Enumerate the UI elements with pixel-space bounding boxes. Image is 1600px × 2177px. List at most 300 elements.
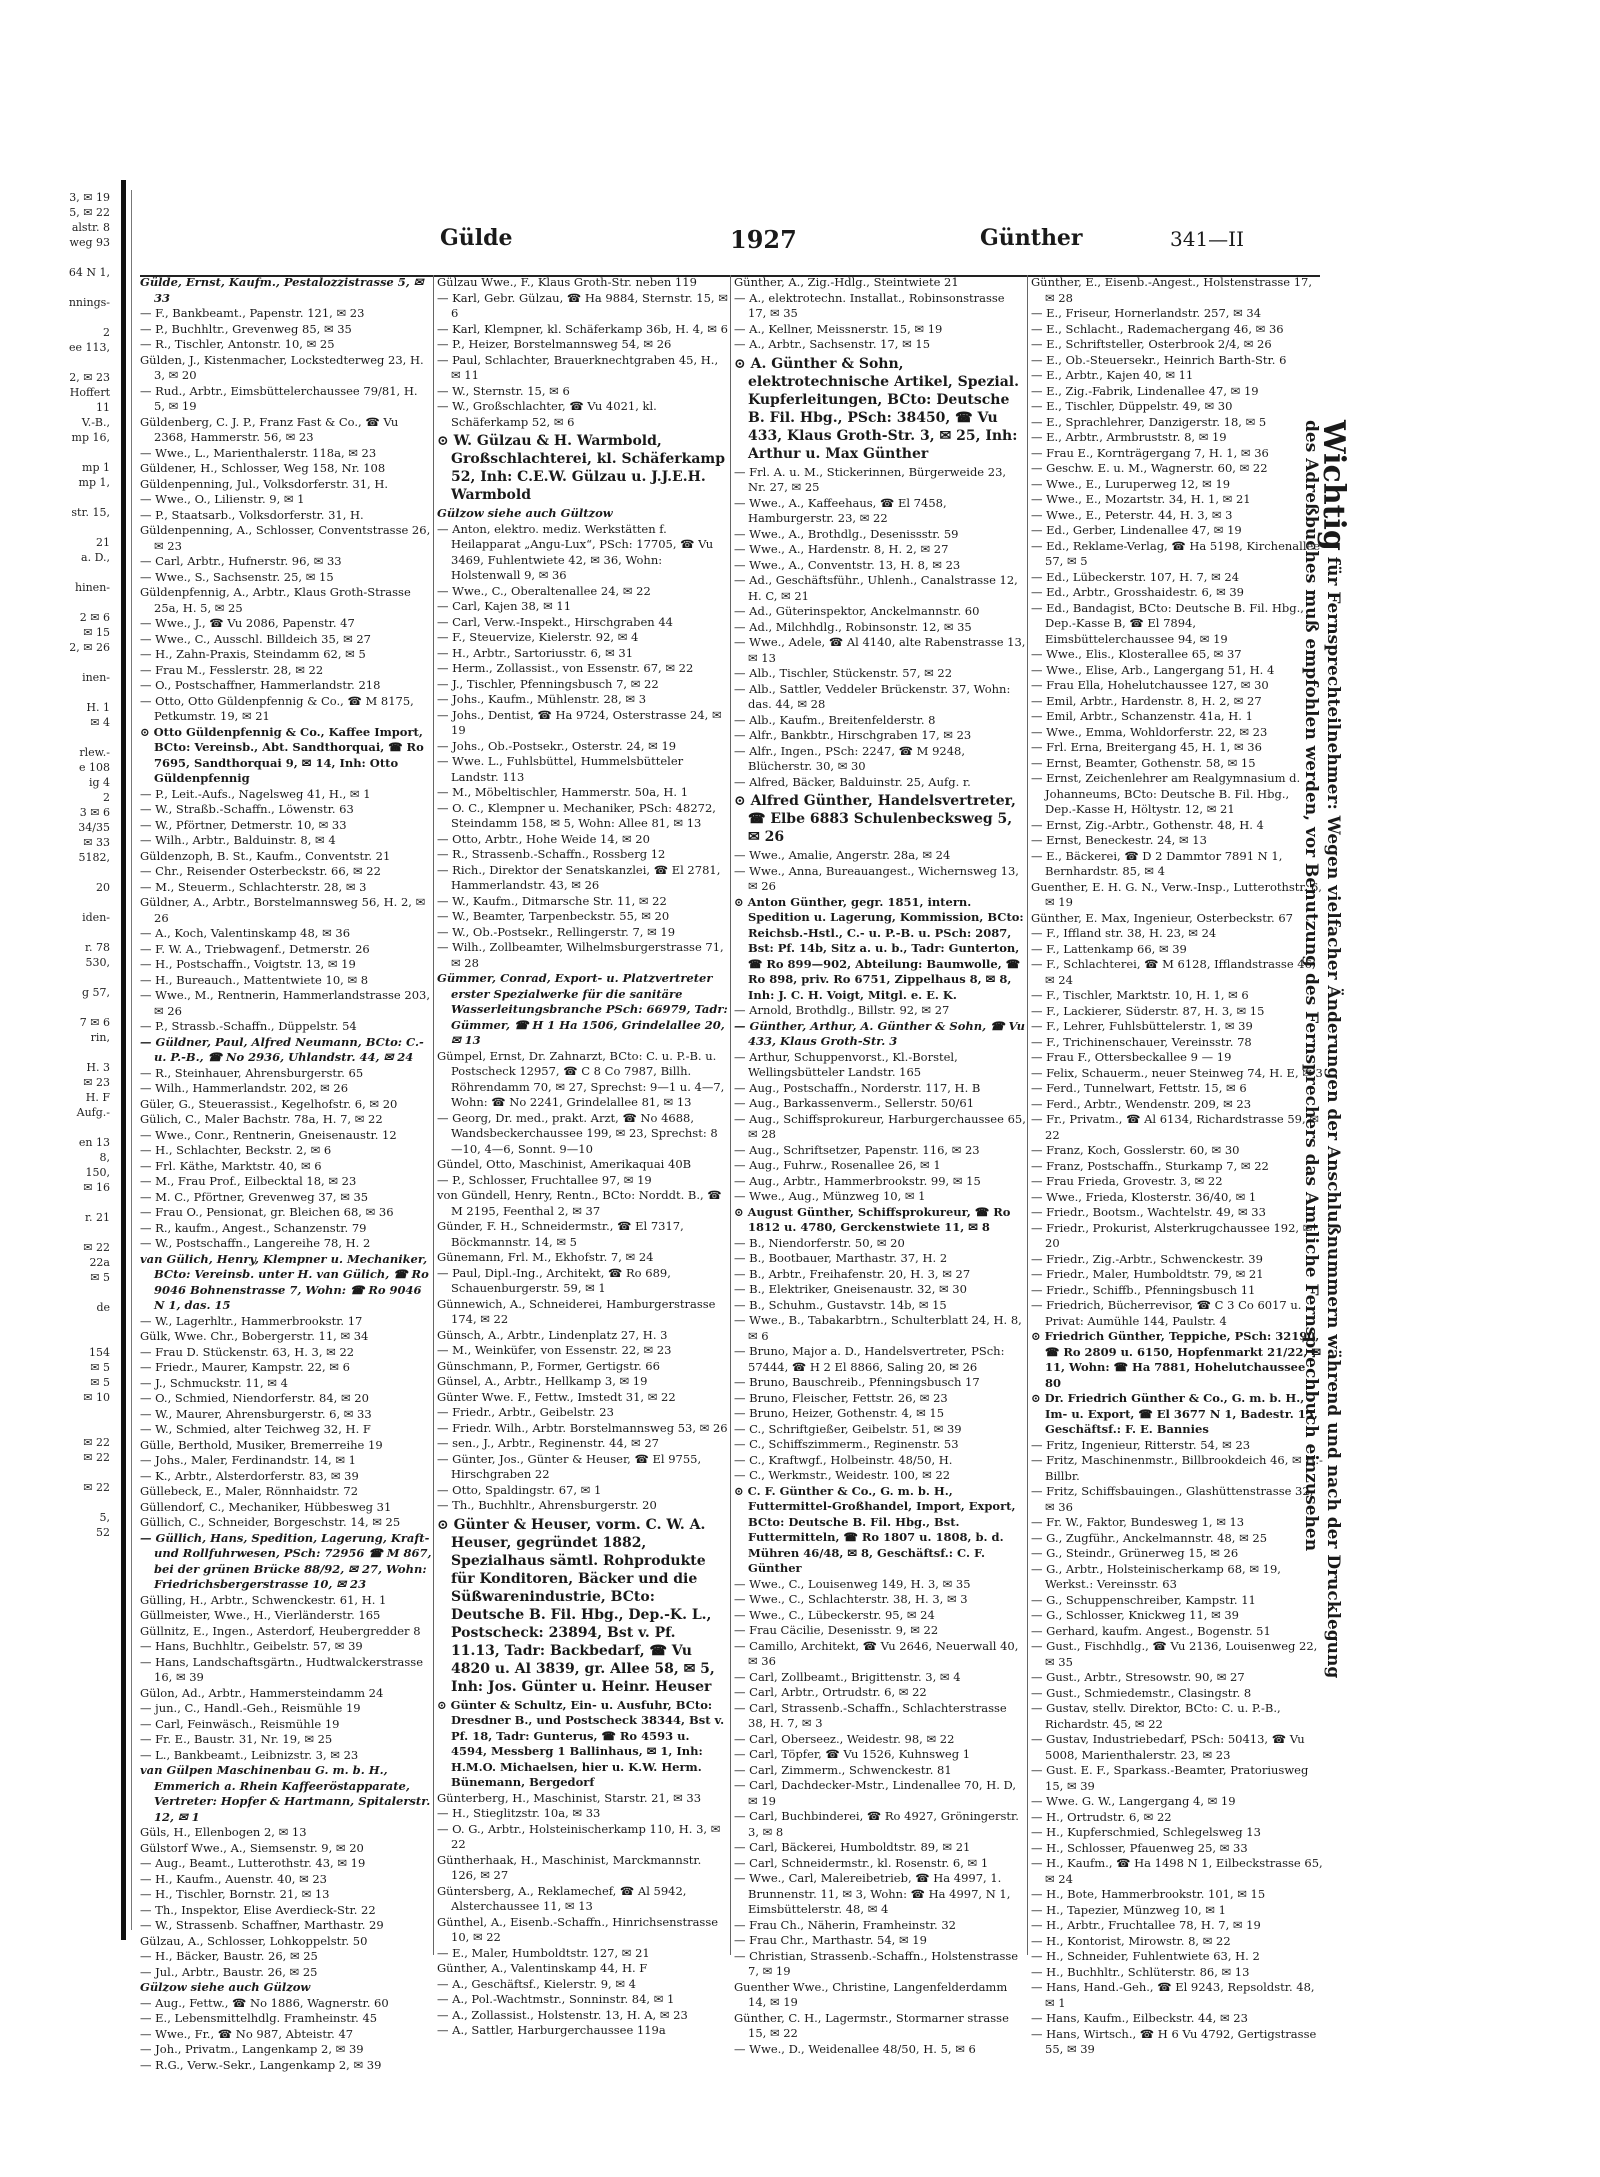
directory-entry: — Fritz, Ingenieur, Ritterstr. 54, ✉ 23	[1031, 1437, 1251, 1452]
left-strip-fragment	[0, 250, 118, 265]
directory-entry: — Alb., Tischler, Stückenstr. 57, ✉ 22	[734, 666, 953, 680]
directory-entry: Gülling, H., Arbtr., Schwenckestr. 61, H. 1	[140, 1592, 387, 1607]
directory-entry: — R., Steinhauer, Ahrensburgerstr. 65	[140, 1065, 364, 1080]
directory-entry: — R., kaufm., Angest., Schanzenstr. 79	[140, 1220, 367, 1235]
directory-entry: — R., Strassenb.-Schaffn., Rossberg 12	[437, 847, 666, 861]
directory-entry: — M., Frau Prof., Eilbecktal 18, ✉ 23	[140, 1174, 357, 1188]
header-last-name: Günther	[980, 225, 1083, 251]
directory-entry: — H., Kaufm., ☎ Ha 1498 N 1, Eilbeckstrasse 65, ✉ 24	[1031, 1856, 1323, 1886]
directory-entry: — Karl, Klempner, kl. Schäferkamp 36b, H. 4, ✉ 6	[437, 321, 728, 336]
directory-entry: — R.G., Verw.-Sekr., Langenkamp 2, ✉ 39	[140, 2057, 382, 2072]
left-strip-fragment: nnings-	[68, 296, 110, 309]
directory-entry: Güldenberg, C. J. P., Franz Fast & Co., ☎ Vu 2368, Hammerstr. 56, ✉ 23	[140, 414, 399, 444]
directory-entry: — Frau Ch., Näherin, Framheinstr. 32	[734, 1917, 956, 1932]
directory-entry: — Wwe., E., Luruperweg 12, ✉ 19	[1031, 476, 1231, 491]
directory-entry: — A., Pol.-Wachtmstr., Sonninstr. 84, ✉ 1	[437, 1992, 675, 2006]
directory-entry: — Wilh., Zollbeamter, Wilhelmsburgerstrasse 71, ✉ 28	[437, 940, 724, 970]
left-strip-fragment: inen-	[82, 671, 110, 684]
directory-entry: — P., Buchhltr., Grevenweg 85, ✉ 35	[140, 321, 352, 336]
directory-entry: van Gülpen Maschinenbau G. m. b. H., Emmerich a. Rhein Kaffeeröstapparate, Vertreter: Hopfer & Hartmann, Spitalerstr. 12, ✉ 1	[140, 1763, 431, 1824]
directory-entry: — H., Kontorist, Mirowstr. 8, ✉ 22	[1031, 1933, 1231, 1948]
directory-entry: ⊙ Alfred Günther, Handelsvertreter, ☎ Elbe 6883 Schulenbecksweg 5, ✉ 26	[734, 793, 1016, 845]
directory-entry: — H., Kupferschmied, Schlegelsweg 13	[1031, 1825, 1261, 1839]
directory-entry: — W., Großschlachter, ☎ Vu 4021, kl. Schäferkamp 52, ✉ 6	[437, 399, 657, 429]
directory-entry: — Rud., Arbtr., Eimsbüttelerchaussee 79/81, H. 5, ✉ 19	[140, 383, 418, 413]
directory-entry: — Joh., Privatm., Langenkamp 2, ✉ 39	[140, 2042, 364, 2056]
left-strip-fragment: iden-	[82, 911, 110, 924]
directory-entry: — Hans, Hand.-Geh., ☎ El 9243, Repsoldstr. 48, ✉ 1	[1031, 1980, 1315, 2010]
left-strip-fragment	[0, 655, 118, 670]
directory-entry: — H., Schlosser, Pfauenweg 25, ✉ 33	[1031, 1840, 1248, 1855]
left-strip-fragment: 2, ✉ 26	[69, 641, 110, 654]
directory-entry: Günther, C. H., Lagermstr., Stormarner strasse 15, ✉ 22	[734, 2010, 1009, 2040]
directory-entry: — Alb., Kaufm., Breitenfelderstr. 8	[734, 712, 936, 727]
directory-entry: ⊙ August Günther, Schiffsprokureur, ☎ Ro 1812 u. 4780, Gerckenstwiete 11, ✉ 8	[734, 1204, 1011, 1234]
directory-entry: ⊙ C. F. Günther & Co., G. m. b. H., Futtermittel-Großhandel, Import, Export, BCto: Deutsche B. Fil. Hbg., Bst. Futtermitteln, ☎ Ro 1807 u. 1808, b. d. Mühren 46/48, ✉ 8, Geschäftsf.: C. F. Günther	[734, 1483, 1016, 1575]
directory-entry: — E., Maler, Humboldtstr. 127, ✉ 21	[437, 1945, 650, 1960]
directory-entry: — Frl. A. u. M., Stickerinnen, Bürgerweide 23, Nr. 27, ✉ 25	[734, 464, 1007, 494]
directory-entry: — G., Schuppenschreiber, Kampstr. 11	[1031, 1592, 1256, 1607]
left-strip-fragment: ee 113,	[68, 341, 110, 354]
left-strip-fragment: g 57,	[81, 986, 110, 999]
directory-entry: — F., Lattenkamp 66, ✉ 39	[1031, 941, 1187, 956]
directory-entry: — M. C., Pförtner, Grevenweg 37, ✉ 35	[140, 1189, 369, 1204]
left-strip-fragment	[0, 1045, 118, 1060]
left-strip-fragment	[0, 1315, 118, 1330]
left-strip-fragment: ✉ 5	[90, 1271, 110, 1284]
directory-entry: — M., Möbeltischler, Hammerstr. 50a, H. 1	[437, 785, 689, 799]
directory-entry: — G., Zugführ., Anckelmannstr. 48, ✉ 25	[1031, 1530, 1268, 1545]
left-strip-fragment: e 108	[78, 761, 110, 774]
directory-entry: — Karl, Gebr. Gülzau, ☎ Ha 9884, Sternstr. 15, ✉ 6	[437, 290, 728, 320]
directory-entry: — Ad., Güterinspektor, Anckelmannstr. 60	[734, 604, 980, 618]
directory-entry: — Gustav, Industriebedarf, PSch: 50413, ☎ Vu 5008, Marienthalerstr. 23, ✉ 23	[1031, 1732, 1305, 1762]
left-strip-fragment	[0, 1495, 118, 1510]
directory-entry: — Ed., Lübeckerstr. 107, H. 7, ✉ 24	[1031, 569, 1240, 584]
left-page-strip	[0, 190, 118, 1890]
directory-entry: — Güllich, Hans, Spedition, Lagerung, Kraft- und Rollfuhrwesen, PSch: 72956 ☎ M 867, bei der grünen Brücke 88/92, ✉ 27, Wohn: Friedrichsbergerstrasse 10, ✉ 23	[140, 1530, 432, 1591]
left-strip-fragment	[0, 1000, 118, 1015]
directory-entry: Güllnitz, E., Ingen., Asterdorf, Heubergredder 8	[140, 1623, 421, 1638]
directory-entry: — Georg, Dr. med., prakt. Arzt, ☎ No 4688, Wandsbeckerchaussee 199, ✉ 23, Sprechst: 8—10, 4—6, Sonnt. 9—10	[437, 1110, 718, 1156]
directory-entry: — F., Tischler, Marktstr. 10, H. 1, ✉ 6	[1031, 988, 1249, 1002]
left-strip-fragment: 20	[96, 881, 110, 894]
left-strip-fragment: 22a	[89, 1256, 110, 1269]
directory-entry: Gülzow siehe auch Gülzow	[140, 1980, 311, 1994]
directory-entry: — Gust., Arbtr., Stresowstr. 90, ✉ 27	[1031, 1670, 1245, 1684]
column-divider	[730, 275, 731, 1955]
directory-entry: — L., Bankbeamt., Leibnizstr. 3, ✉ 23	[140, 1747, 359, 1762]
left-strip-fragment	[0, 490, 118, 505]
directory-entry: — Alfr., Ingen., PSch: 2247, ☎ M 9248, Blücherstr. 30, ✉ 30	[734, 743, 965, 773]
directory-entry: Gülon, Ad., Arbtr., Hammersteindamm 24	[140, 1685, 384, 1700]
directory-entry: — C., Werkmstr., Weidestr. 100, ✉ 22	[734, 1468, 951, 1482]
directory-entry: ⊙ W. Gülzau & H. Warmbold, Großschlachterei, kl. Schäferkamp 52, Inh: C.E.W. Gülzau u. J.J.E.H. Warmbold	[437, 433, 726, 503]
directory-entry: Güldenzoph, B. St., Kaufm., Conventstr. 21	[140, 848, 391, 863]
directory-entry: — O., Postschaffner, Hammerlandstr. 218	[140, 678, 381, 692]
directory-entry: Gümmer, Conrad, Export- u. Platzvertreter erster Spezialwerke für die sanitäre Wasserleitungsbranche PSch: 66979, Tadr: Gümmer, ☎ H 1 Ha 1506, Grindelallee 20, ✉ 13	[437, 971, 728, 1047]
directory-entry: Güldner, A., Arbtr., Borstelmannsweg 56, H. 2, ✉ 26	[140, 895, 426, 925]
directory-entry: — W., Kaufm., Ditmarsche Str. 11, ✉ 22	[437, 893, 667, 908]
directory-entry: — Anton, elektro. mediz. Werkstätten f. Heilapparat „Angu-Lux“, PSch: 17705, ☎ Vu 3469, Fuhlentwiete 42, ✉ 36, Wohn: Holstenwall 9, ✉ 36	[437, 521, 714, 582]
directory-entry: — C., Kraftwgf., Holbeinstr. 48/50, H.	[734, 1452, 953, 1467]
left-strip-fragment: 5,	[99, 1511, 110, 1524]
directory-entry: Günterberg, H., Maschinist, Starstr. 21, ✉ 33	[437, 1790, 702, 1805]
directory-entry: — Aug., Barkassenverm., Sellerstr. 50/61	[734, 1096, 975, 1110]
directory-entry: — Wwe., A., Hardenstr. 8, H. 2, ✉ 27	[734, 542, 949, 556]
directory-entry: — Carl, Dachdecker-Mstr., Lindenallee 70, H. D, ✉ 19	[734, 1778, 1017, 1808]
directory-entry: — Ernst, Beneckestr. 24, ✉ 13	[1031, 833, 1207, 847]
directory-entry: Gündel, Otto, Maschinist, Amerikaquai 40B	[437, 1157, 692, 1171]
directory-entry: — Frau Chr., Marthastr. 54, ✉ 19	[734, 1933, 927, 1947]
left-strip-fragment: 8,	[99, 1151, 110, 1164]
directory-entry: Güldenpfennig, A., Arbtr., Klaus Groth-Strasse 25a, H. 5, ✉ 25	[140, 585, 411, 615]
directory-entry: — Friedr., Bootsm., Wachtelstr. 49, ✉ 33	[1031, 1205, 1266, 1219]
directory-entry: Güldener, H., Schlosser, Weg 158, Nr. 108	[140, 461, 386, 475]
directory-entry: Gülle, Berthold, Musiker, Bremerreihe 19	[140, 1437, 383, 1452]
directory-entry: — Arthur, Schuppenvorst., Kl.-Borstel, Wellingsbütteler Landstr. 165	[734, 1049, 958, 1079]
left-strip-fragment: H. F	[85, 1091, 110, 1104]
directory-entry: Güllich, C., Schneider, Borgeschstr. 14, ✉ 25	[140, 1515, 401, 1529]
directory-entry: — M., Weinküfer, von Essenstr. 22, ✉ 23	[437, 1343, 672, 1357]
directory-entry: — F. W. A., Triebwagenf., Detmerstr. 26	[140, 941, 370, 956]
left-strip-fragment	[0, 1330, 118, 1345]
left-strip-fragment: 3 ✉ 6	[79, 806, 110, 819]
directory-entry: — Johs., Dentist, ☎ Ha 9724, Osterstrasse 24, ✉ 19	[437, 707, 722, 737]
directory-entry: Gülich, C., Maler Bachstr. 78a, H. 7, ✉ 22	[140, 1112, 383, 1126]
directory-entry: — E., Friseur, Hornerlandstr. 257, ✉ 34	[1031, 306, 1262, 320]
header-year: 1927	[730, 225, 797, 254]
directory-entry: — Wwe., C., Louisenweg 149, H. 3, ✉ 35	[734, 1576, 971, 1591]
directory-entry: — Fr. W., Faktor, Bundesweg 1, ✉ 13	[1031, 1515, 1245, 1529]
directory-entry: — Wwe., Frieda, Klosterstr. 36/40, ✉ 1	[1031, 1189, 1257, 1204]
left-strip-fragment: ✉ 22	[83, 1451, 110, 1464]
directory-entry: — Gerhard, kaufm. Angest., Bogenstr. 51	[1031, 1623, 1271, 1638]
left-strip-fragment: H. 3	[86, 1061, 110, 1074]
directory-entry: — Wwe., E., Peterstr. 44, H. 3, ✉ 3	[1031, 507, 1233, 522]
directory-entry: — E., Bäckerei, ☎ D 2 Dammtor 7891 N 1, Bernhardstr. 85, ✉ 4	[1031, 848, 1283, 878]
directory-entry: — Alb., Sattler, Veddeler Brückenstr. 37, Wohn: das. 44, ✉ 28	[734, 681, 1011, 711]
directory-entry: — O. C., Klempner u. Mechaniker, PSch: 48272, Steindamm 158, ✉ 5, Wohn: Allee 81, ✉ 13	[437, 800, 716, 830]
left-strip-fragment: rin,	[90, 1031, 110, 1044]
left-strip-fragment: 2, ✉ 23	[69, 371, 110, 384]
directory-entry: — F., Iffland str. 38, H. 23, ✉ 24	[1031, 926, 1217, 940]
directory-entry: Gülzau, A., Schlosser, Lohkoppelstr. 50	[140, 1933, 368, 1948]
directory-entry: — C., Schriftgießer, Geibelstr. 51, ✉ 39	[734, 1421, 962, 1436]
directory-entry: — B., Arbtr., Freihafenstr. 20, H. 3, ✉ 27	[734, 1266, 971, 1281]
directory-entry: — Fr. E., Baustr. 31, Nr. 19, ✉ 25	[140, 1732, 333, 1746]
directory-entry: — B., Bootbauer, Marthastr. 37, H. 2	[734, 1251, 948, 1265]
directory-entry: — A., Sattler, Harburgerchaussee 119a	[437, 2023, 666, 2037]
directory-entry: — Herm., Zollassist., von Essenstr. 67, ✉ 22	[437, 661, 694, 675]
directory-entry: — M., Steuerm., Schlachterstr. 28, ✉ 3	[140, 879, 367, 894]
directory-entry: — H., Zahn-Praxis, Steindamm 62, ✉ 5	[140, 647, 366, 661]
directory-entry: — Paul, Dipl.-Ing., Architekt, ☎ Ro 689, Schauenburgerstr. 59, ✉ 1	[437, 1265, 671, 1295]
left-strip-fragment	[0, 520, 118, 535]
directory-entry: — Günther, Arthur, A. Günther & Sohn, ☎ Vu 433, Klaus Groth-Str. 3	[734, 1018, 1026, 1048]
left-strip-fragment: mp 1,	[78, 476, 110, 489]
side-notice-text	[1300, 420, 1351, 1679]
left-strip-fragment	[0, 1285, 118, 1300]
directory-entry: — Wwe., C., Oberaltenallee 24, ✉ 22	[437, 583, 651, 598]
directory-entry: — Hans, Landschaftsgärtn., Hudtwalckerstrasse 16, ✉ 39	[140, 1654, 424, 1684]
directory-entry: — Fritz, Schiffsbauingen., Glashüttenstrasse 32, ✉ 36	[1031, 1484, 1314, 1514]
left-strip-fragment: 2	[103, 326, 110, 339]
left-strip-fragment: Hoffert	[69, 386, 110, 399]
directory-entry: — Wwe., S., Sachsenstr. 25, ✉ 15	[140, 569, 334, 584]
directory-entry: — Geschw. E. u. M., Wagnerstr. 60, ✉ 22	[1031, 461, 1268, 475]
left-strip-fragment: 64 N 1,	[68, 266, 110, 279]
directory-entry: — Wwe. L., Fuhlsbüttel, Hummelsbütteler Landstr. 113	[437, 754, 684, 784]
page-gutter-rule	[131, 190, 132, 1930]
page-gutter	[121, 180, 126, 1940]
directory-entry: — P., Staatsarb., Volksdorferstr. 31, H.	[140, 507, 364, 522]
directory-entry: — P., Leit.-Aufs., Nagelsweg 41, H., ✉ 1	[140, 786, 371, 801]
left-strip-fragment: ✉ 22	[83, 1481, 110, 1494]
directory-entry: — W., Beamter, Tarpenbeckstr. 55, ✉ 20	[437, 909, 670, 923]
directory-entry: — Wwe., O., Lilienstr. 9, ✉ 1	[140, 492, 305, 506]
column-divider	[433, 275, 434, 1955]
column-1	[140, 275, 432, 2072]
directory-entry: Günther, A., Valentinskamp 44, H. F	[437, 1961, 648, 1975]
directory-entry: Günther, E., Eisenb.-Angest., Holstenstrasse 17, ✉ 28	[1031, 275, 1312, 305]
left-strip-fragment	[0, 310, 118, 325]
directory-entry: — A., Arbtr., Sachsenstr. 17, ✉ 15	[734, 337, 931, 351]
left-strip-fragment: rlew.-	[79, 746, 110, 759]
directory-entry: — B., Schuhm., Gustavstr. 14b, ✉ 15	[734, 1297, 947, 1312]
left-strip-fragment	[0, 1405, 118, 1420]
directory-entry: — R., Tischler, Antonstr. 10, ✉ 25	[140, 337, 335, 351]
page-header	[140, 225, 1320, 265]
directory-entry: ⊙ Günter & Heuser, vorm. C. W. A. Heuser, gegründet 1882, Spezialhaus sämtl. Rohprodukte für Konditoren, Bäcker und die Süßwarenindustrie, BCto: Deutsche B. Fil. Hbg., Dep.-K. L., Postscheck: 23894, Bst v. Pf. 11.13, Tadr: Backbedarf, ☎ Vu 4820 u. Al 3839, gr. Allee 58, ✉ 5, Inh: Jos. Günter u. Heinr. Heuser	[437, 1516, 715, 1695]
directory-entry: — Frl. Erna, Breitergang 45, H. 1, ✉ 36	[1031, 740, 1262, 754]
directory-entry: — F., Lackierer, Süderstr. 87, H. 3, ✉ 15	[1031, 1003, 1265, 1018]
directory-entry: Günther, A., Zig.-Hdlg., Steintwiete 21	[734, 275, 959, 289]
directory-entry: — jun., C., Handl.-Geh., Reismühle 19	[140, 1701, 361, 1715]
page-number: 341—II	[1170, 227, 1244, 251]
directory-entry: — Wwe., A., Conventstr. 13, H. 8, ✉ 23	[734, 557, 961, 572]
directory-entry: — Carl, Feinwäsch., Reismühle 19	[140, 1716, 340, 1731]
directory-entry: — Aug., Postschaffn., Norderstr. 117, H. B	[734, 1080, 981, 1095]
directory-entry: — Carl, Bäckerei, Humboldtstr. 89, ✉ 21	[734, 1840, 971, 1854]
directory-entry: — Ernst, Zeichenlehrer am Realgymnasium d. Johanneums, BCto: Deutsche B. Fil. Hbg., Dep.-Kasse H, Höltystr. 12, ✉ 21	[1031, 771, 1301, 816]
directory-entry: — Franz, Koch, Gosslerstr. 60, ✉ 30	[1031, 1143, 1240, 1157]
directory-entry: — Frau Frieda, Grovestr. 3, ✉ 22	[1031, 1174, 1223, 1188]
left-strip-fragment: ✉ 5	[90, 1376, 110, 1389]
directory-entry: — Christian, Strassenb.-Schaffn., Holstenstrasse 7, ✉ 19	[734, 1948, 1019, 1978]
directory-entry: — Wilh., Hammerlandstr. 202, ✉ 26	[140, 1081, 349, 1095]
directory-entry: — P., Heizer, Borstelmannsweg 54, ✉ 26	[437, 337, 672, 351]
directory-entry: — Aug., Schiffsprokureur, Harburgerchaussee 65, ✉ 28	[734, 1111, 1026, 1141]
directory-entry: — Wilh., Arbtr., Balduinstr. 8, ✉ 4	[140, 833, 336, 847]
directory-entry: ⊙ Anton Günther, gegr. 1851, intern. Spedition u. Lagerung, Kommission, BCto: Reichsb.-Hstl., C.- u. P.-B. u. PSch: 2087, Bst: Pf. 14b, Sitz a. u. b., Tadr: Gunterton, ☎ Ro 899—902, Abteilung: Baumwolle, ☎ Ro 898, priv. Ro 6751, Zippelhaus 8, ✉ 8, Inh: J. C. H. Voigt, Mitgl. e. E. K.	[734, 894, 1024, 1002]
left-strip-fragment: weg 93	[69, 236, 110, 249]
directory-entry: ⊙ Friedrich Günther, Teppiche, PSch: 32190, ☎ Ro 2809 u. 6150, Hopfenmarkt 21/22, ✉ 11, Wohn: ☎ Ha 7881, Hohelutchaussee 80	[1031, 1329, 1321, 1390]
directory-entry: — W., Schmied, alter Teichweg 32, H. F	[140, 1422, 371, 1436]
directory-entry: — Aug., Schriftsetzer, Papenstr. 116, ✉ 23	[734, 1142, 980, 1157]
left-strip-fragment: ✉ 22	[83, 1436, 110, 1449]
directory-entry: — F., Steuervize, Kielerstr. 92, ✉ 4	[437, 630, 639, 644]
directory-entry: — Paul, Schlachter, Brauerknechtgraben 45, H., ✉ 11	[437, 352, 719, 382]
directory-entry: — Friedrich, Bücherrevisor, ☎ C 3 Co 6017 u. Privat: Aumühle 144, Paulstr. 4	[1031, 1298, 1302, 1328]
left-strip-fragment: r. 21	[84, 1211, 110, 1224]
directory-entry: — A., Zollassist., Holstenstr. 13, H. A, ✉ 23	[437, 2007, 688, 2022]
directory-entry: — Ad., Geschäftsführ., Uhlenh., Canalstrasse 12, H. C, ✉ 21	[734, 573, 1018, 603]
left-strip-fragment	[0, 730, 118, 745]
directory-entry: — C., Schiffszimmerm., Reginenstr. 53	[734, 1437, 959, 1451]
left-strip-fragment: 11	[96, 401, 110, 414]
side-notice-line-1: für Fernsprechteilnehmer: Wegen vielfacher Änderungen der Anschlußnummern während und nach der Drucklegung	[1323, 556, 1343, 1679]
left-strip-fragment: hinen-	[75, 581, 110, 594]
directory-entry: — Otto, Otto Güldenpfennig & Co., ☎ M 8175, Petkumstr. 19, ✉ 21	[140, 693, 414, 723]
directory-entry: — W., Ob.-Postsekr., Rellingerstr. 7, ✉ 19	[437, 924, 676, 939]
directory-entry: — Friedr., Maler, Humboldtstr. 79, ✉ 21	[1031, 1267, 1264, 1281]
directory-entry: — Wwe., Adele, ☎ Al 4140, alte Rabenstrasse 13, ✉ 13	[734, 635, 1026, 665]
directory-entry: — H., Buchhltr., Schlüterstr. 86, ✉ 13	[1031, 1964, 1250, 1979]
directory-entry: — Bruno, Major a. D., Handelsvertreter, PSch: 57444, ☎ H 2 El 8866, Saling 20, ✉ 26	[734, 1344, 1005, 1374]
directory-entry: — F., Lehrer, Fuhlsbüttelerstr. 1, ✉ 39	[1031, 1019, 1253, 1033]
left-strip-fragment: ✉ 5	[90, 1361, 110, 1374]
left-strip-fragment: 150,	[85, 1166, 110, 1179]
directory-entry: Günder, F. H., Schneidermstr., ☎ El 7317, Böckmannstr. 14, ✉ 5	[437, 1219, 684, 1249]
directory-entry: — Johs., Maler, Ferdinandstr. 14, ✉ 1	[140, 1453, 356, 1467]
directory-entry: — O. G., Arbtr., Holsteinischerkamp 110, H. 3, ✉ 22	[437, 1821, 721, 1851]
directory-entry: Güls, H., Ellenbogen 2, ✉ 13	[140, 1825, 307, 1839]
directory-entry: — Fritz, Maschinenmstr., Billbrookdeich 46, ✉ H.-Billbr.	[1031, 1453, 1323, 1483]
directory-entry: — P., Strassb.-Schaffn., Düppelstr. 54	[140, 1019, 357, 1033]
directory-entry: — Aug., Beamt., Lutterothstr. 43, ✉ 19	[140, 1856, 366, 1870]
directory-entry: — Ad., Milchhdlg., Robinsonstr. 12, ✉ 35	[734, 619, 972, 634]
left-strip-fragment: 154	[89, 1346, 110, 1359]
directory-entry: — Carl, Buchbinderei, ☎ Ro 4927, Gröningerstr. 3, ✉ 8	[734, 1809, 1019, 1839]
left-strip-fragment: Aufg.-	[76, 1106, 110, 1119]
left-strip-fragment: 34/35	[78, 821, 110, 834]
left-strip-fragment: 5182,	[78, 851, 110, 864]
left-strip-fragment: 530,	[85, 956, 110, 969]
left-strip-fragment	[0, 1120, 118, 1135]
left-strip-fragment: ✉ 15	[83, 626, 110, 639]
directory-entry: — Friedr., Prokurist, Alsterkrugchaussee 192, ✉ 20	[1031, 1220, 1313, 1250]
directory-entry: — B., Niendorferstr. 50, ✉ 20	[734, 1235, 905, 1250]
directory-entry: — G., Steindr., Grünerweg 15, ✉ 26	[1031, 1546, 1239, 1560]
directory-entry: Güler, G., Steuerassist., Kegelhofstr. 6, ✉ 20	[140, 1096, 398, 1111]
directory-entry: — H., Ortrudstr. 6, ✉ 22	[1031, 1809, 1172, 1824]
directory-entry: — G., Schlosser, Knickweg 11, ✉ 39	[1031, 1608, 1239, 1622]
directory-entry: — Günter, Jos., Günter & Heuser, ☎ El 9755, Hirschgraben 22	[437, 1451, 702, 1481]
directory-entry: — H., Tapezier, Münzweg 10, ✉ 1	[1031, 1902, 1226, 1917]
directory-entry: — Frau F., Ottersbeckallee 9 — 19	[1031, 1050, 1232, 1064]
directory-entry: — Alfr., Bankbtr., Hirschgraben 17, ✉ 23	[734, 728, 972, 742]
directory-entry: — Ernst, Zig.-Arbtr., Gothenstr. 48, H. 4	[1031, 817, 1264, 832]
left-strip-fragment: r. 78	[84, 941, 110, 954]
directory-entry: — Ernst, Beamter, Gothenstr. 58, ✉ 15	[1031, 755, 1256, 770]
directory-entry: — E., Lebensmittelhdlg. Framheinstr. 45	[140, 2011, 378, 2025]
side-notice	[1300, 420, 1370, 1940]
directory-entry: — W., Postschaffn., Langereihe 78, H. 2	[140, 1236, 371, 1250]
directory-entry: van Gülich, Henry, Klempner u. Mechaniker, BCto: Vereinsb. unter H. van Gülich, ☎ Ro 9046 Bohnenstrasse 7, Wohn: ☎ Ro 9046 N 1, das. 15	[140, 1251, 429, 1312]
directory-entry: — E., Arbtr., Kajen 40, ✉ 11	[1031, 368, 1194, 382]
directory-entry: — Wwe., C., Schlachterstr. 38, H. 3, ✉ 3	[734, 1592, 968, 1606]
left-strip-fragment: 52	[96, 1526, 110, 1539]
left-strip-fragment	[0, 925, 118, 940]
column-divider	[1027, 275, 1028, 1955]
left-strip-fragment	[0, 895, 118, 910]
directory-entry: — F., Bankbeamt., Papenstr. 121, ✉ 23	[140, 306, 365, 320]
left-strip-fragment	[0, 1420, 118, 1435]
directory-entry: — E., Zig.-Fabrik, Lindenallee 47, ✉ 19	[1031, 383, 1259, 398]
left-strip-fragment: en 13	[78, 1136, 110, 1149]
left-strip-fragment: ✉ 4	[90, 716, 110, 729]
directory-entry: — Carl, Strassenb.-Schaffn., Schlachterstrasse 38, H. 7, ✉ 3	[734, 1700, 1007, 1730]
directory-entry: — Johs., Kaufm., Mühlenstr. 28, ✉ 3	[437, 692, 647, 706]
directory-entry: — Wwe., D., Weidenallee 48/50, H. 5, ✉ 6	[734, 2041, 976, 2056]
directory-entry: — H., Arbtr., Fruchtallee 78, H. 7, ✉ 19	[1031, 1918, 1261, 1932]
directory-entry: — A., Geschäftsf., Kielerstr. 9, ✉ 4	[437, 1976, 636, 1991]
directory-entry: — Hans, Wirtsch., ☎ H 6 Vu 4792, Gertigstrasse 55, ✉ 39	[1031, 2026, 1317, 2056]
directory-entry: — W., Maurer, Ahrensburgerstr. 6, ✉ 33	[140, 1406, 372, 1421]
directory-entry: Guenther, E. H. G. N., Verw.-Insp., Lutterothstr. 6, ✉ 19	[1031, 879, 1322, 909]
directory-entry: — H., Tischler, Bornstr. 21, ✉ 13	[140, 1887, 330, 1901]
directory-entry: — Carl, Zimmerm., Schwenckestr. 81	[734, 1762, 952, 1777]
directory-entry: — Frau E., Kornträgergang 7, H. 1, ✉ 36	[1031, 445, 1269, 460]
directory-entry: — B., Elektriker, Gneisenaustr. 32, ✉ 30	[734, 1282, 967, 1296]
directory-entry: — Ferd., Tunnelwart, Fettstr. 15, ✉ 6	[1031, 1081, 1247, 1095]
directory-entry: — G., Arbtr., Holsteinischerkamp 68, ✉ 19, Werkst.: Vereinsstr. 63	[1031, 1561, 1281, 1591]
directory-entry: — E., Schriftsteller, Osterbrook 2/4, ✉ 26	[1031, 337, 1272, 351]
directory-entry: — Franz, Postschaffn., Sturkamp 7, ✉ 22	[1031, 1158, 1269, 1173]
directory-entry: — Friedr. Wilh., Arbtr. Borstelmannsweg 53, ✉ 26	[437, 1420, 728, 1435]
directory-entry: Gülzow siehe auch Gültzow	[437, 506, 613, 520]
directory-entry: — W., Strassenb. Schaffner, Marthastr. 29	[140, 1918, 384, 1932]
directory-entry: — Camillo, Architekt, ☎ Vu 2646, Neuerwall 40, ✉ 36	[734, 1638, 1019, 1668]
directory-entry: — Wwe., C., Ausschl. Billdeich 35, ✉ 27	[140, 631, 371, 646]
directory-entry: — K., Arbtr., Alsterdorferstr. 83, ✉ 39	[140, 1468, 359, 1483]
column-2	[437, 275, 729, 2037]
directory-entry: Guenther Wwe., Christine, Langenfelderdamm 14, ✉ 19	[734, 1979, 1008, 2009]
directory-entry: Gülden, J., Kistenmacher, Lockstedterweg 23, H. 3, ✉ 20	[140, 352, 424, 382]
directory-entry: Günemann, Frl. M., Ekhofstr. 7, ✉ 24	[437, 1250, 654, 1264]
directory-entry: Güllebeck, E., Maler, Rönnhaidstr. 72	[140, 1484, 359, 1498]
directory-entry: — Fr., Privatm., ☎ Al 6134, Richardstrasse 59, ✉ 22	[1031, 1112, 1319, 1142]
left-strip-fragment	[0, 685, 118, 700]
directory-entry: — Frau D. Stückenstr. 63, H. 3, ✉ 22	[140, 1344, 355, 1359]
directory-entry: Günther, E. Max, Ingenieur, Osterbeckstr. 67	[1031, 910, 1294, 925]
directory-entry: — Alfred, Bäcker, Balduinstr. 25, Aufg. r.	[734, 774, 971, 789]
directory-entry: Gülzau Wwe., F., Klaus Groth-Str. neben 119	[437, 275, 697, 289]
directory-entry: — Wwe., Elise, Arb., Langergang 51, H. 4	[1031, 662, 1275, 677]
directory-entry: — Ed., Bandagist, BCto: Deutsche B. Fil. Hbg., Dep.-Kasse B, ☎ El 7894, Eimsbüttelerchaussee 94, ✉ 19	[1031, 600, 1304, 646]
left-strip-fragment: alstr. 8	[71, 221, 110, 234]
directory-entry: — H., Arbtr., Sartoriusstr. 6, ✉ 31	[437, 645, 634, 660]
left-strip-fragment: 7 ✉ 6	[79, 1016, 110, 1029]
directory-entry: — Wwe., J., ☎ Vu 2086, Papenstr. 47	[140, 616, 355, 630]
directory-entry: Günthel, A., Eisenb.-Schaffn., Hinrichsenstrasse 10, ✉ 22	[437, 1914, 719, 1944]
directory-entry: Güntherhaak, H., Maschinist, Marckmannstr. 126, ✉ 27	[437, 1852, 702, 1882]
directory-entry: Güldenpenning, Jul., Volksdorferstr. 31, H.	[140, 476, 389, 491]
directory-entry: — H., Schlachter, Beckstr. 2, ✉ 6	[140, 1143, 332, 1157]
directory-entry: — Friedr., Maurer, Kampstr. 22, ✉ 6	[140, 1360, 350, 1374]
directory-entry: — Wwe., A., Brothdlg., Desenissstr. 59	[734, 526, 959, 541]
directory-entry: — Emil, Arbtr., Schanzenstr. 41a, H. 1	[1031, 709, 1253, 723]
directory-entry: — E., Tischler, Düppelstr. 49, ✉ 30	[1031, 399, 1233, 413]
directory-entry: — E., Schlacht., Rademachergang 46, ✉ 36	[1031, 321, 1284, 336]
directory-entry: — Wwe., Conr., Rentnerin, Gneisenaustr. 12	[140, 1127, 397, 1142]
left-strip-fragment: ig 4	[88, 776, 110, 789]
directory-entry: — Gust., Schmiedemstr., Clasingstr. 8	[1031, 1685, 1252, 1700]
directory-entry: Günsch, A., Arbtr., Lindenplatz 27, H. 3	[437, 1327, 668, 1342]
directory-entry: — Wwe., Anna, Bureauangest., Wichernsweg 13, ✉ 26	[734, 863, 1019, 893]
left-strip-fragment	[0, 565, 118, 580]
